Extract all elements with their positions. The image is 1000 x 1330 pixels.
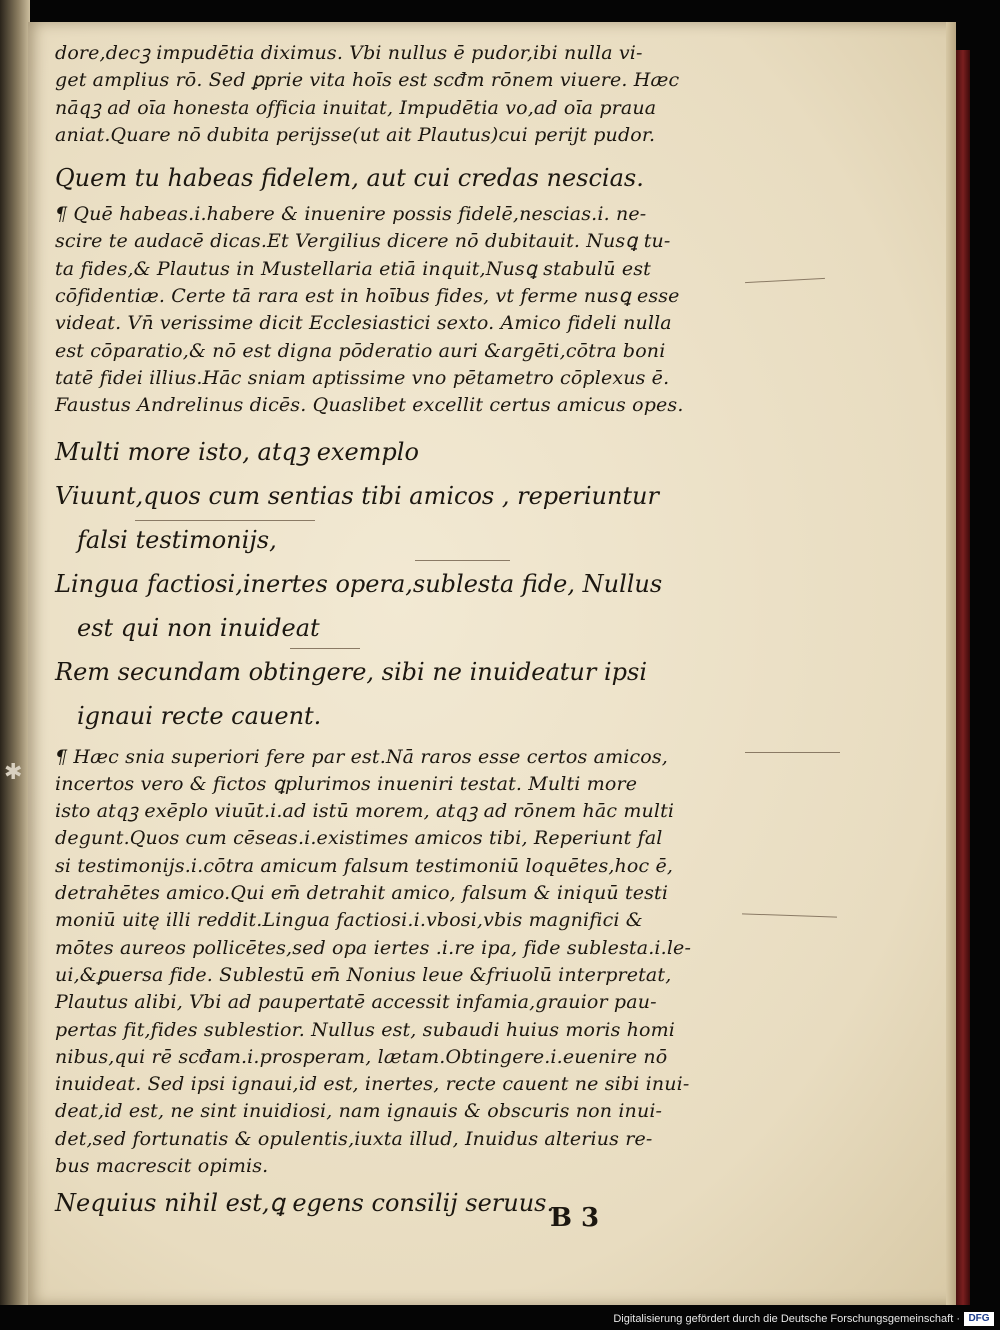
verse-1 [55, 163, 745, 193]
text-line: inuideat. Sed ipsi ignaui,id est, inertes, recte cauent ne sibi inui- [55, 1073, 690, 1096]
text-line: degunt.Quos cum cēseas.i.existimes amicos tibi, Reperiunt fal [55, 827, 663, 850]
text-line: si testimonijs.i.cōtra amicum falsum testimoniū loquētes,hoc ē, [55, 854, 674, 877]
verse-3 [55, 1188, 745, 1218]
text-line: tatē fidei illius.Hāc sniam aptissime vno pētametro cōplexus ē. [55, 366, 670, 389]
text-line: ¶ Hæc snia superiori fere par est.Nā raros esse certos amicos, [55, 745, 668, 768]
text-line: incertos vero & fictos ꝗplurimos inueniri testat. Multi more [55, 772, 638, 795]
text-line: deat,id est, ne sint inuidiosi, nam ignauis & obscuris non inui- [55, 1100, 663, 1123]
verse-line: Viuunt,quos cum sentias tibi amicos , reperiuntur [55, 481, 659, 510]
verse-line: Lingua factiosi,inertes opera,sublesta fide, Nullus [55, 569, 663, 598]
text-line: nibus,qui rē scđam.i.prosperam, lætam.Obtingere.i.euenire nō [55, 1045, 668, 1068]
text-line: bus macrescit opimis. [55, 1155, 269, 1178]
verse-2 [55, 430, 745, 738]
page-edge [946, 22, 956, 1305]
text-line: est cōparatio,& nō est digna pōderatio auri &argēti,cōtra boni [55, 339, 666, 362]
text-line: ¶ Quē habeas.i.habere & inuenire possis fidelē,nescias.i. ne- [55, 203, 647, 226]
text-line: videat. Vn̄ verissime dicit Ecclesiastici sexto. Amico fideli nulla [55, 312, 672, 335]
handwritten-annotation [415, 560, 510, 561]
printed-text [55, 40, 745, 1218]
text-line: moniū uitę illi reddit.Lingua factiosi.i.vbosi,vbis magnifici & [55, 909, 643, 932]
verse-line: falsi testimonijs, [77, 525, 277, 554]
text-line: cōfidentiæ. Certe tā rara est in hoībus fides, vt ferme nusꝗ esse [55, 285, 680, 308]
text-line: dore,decꝫ impudētia diximus. Vbi nullus ē pudor,ibi nulla vi- [55, 42, 643, 64]
verse-line: Rem secundam obtingere, sibi ne inuideatur ipsi [55, 657, 648, 686]
text-line: Plautus alibi, Vbi ad paupertatē accessit infamia,grauior pau- [55, 991, 657, 1014]
text-line: aniat.Quare nō dubita perijsse(ut ait Plautus)cui perijt pudor. [55, 123, 656, 146]
text-line: ta fides,& Plautus in Mustellaria etiā inquit,Nusꝗ stabulū est [55, 257, 651, 280]
verse-line: Nequius nihil est,ꝗ egens consilij seruus. [55, 1189, 555, 1218]
commentary-paragraph-1 [55, 40, 745, 149]
margin-asterisk: ✱ [4, 760, 23, 785]
commentary-paragraph-3 [55, 744, 745, 1181]
text-line: Faustus Andrelinus dicēs. Quaslibet excellit certus amicus opes. [55, 394, 684, 417]
text-line: isto atqꝫ exēplo viuūt.i.ad istū morem, atqꝫ ad rōnem hāc multi [55, 800, 675, 823]
text-line: ui,&ꝑuersa fide. Sublestū em̄ Nonius leue &friuolū interpretat, [55, 963, 672, 986]
signature-mark: B 3 [550, 1203, 600, 1233]
verse-line: ignaui recte cauent. [77, 701, 322, 730]
handwritten-annotation [290, 648, 360, 649]
verse-line: est qui non inuideat [77, 613, 320, 642]
verse-line: Quem tu habeas fidelem, aut cui credas nescias. [55, 164, 644, 193]
dfg-logo: DFG [964, 1312, 994, 1326]
book-spine [0, 0, 30, 1305]
text-line: scire te audacē dicas.Et Vergilius dicere nō dubitauit. Nusꝗ tu- [55, 230, 671, 253]
text-line: det,sed fortunatis & opulentis,iuxta illud, Inuidus alterius re- [55, 1127, 653, 1150]
text-line: mōtes aureos pollicētes,sed opa iertes .i.re ipa, fide sublesta.i.le- [55, 936, 692, 959]
verse-line: Multi more isto, atqꝫ exemplo [55, 437, 419, 466]
text-line: detrahētes amico.Qui em̄ detrahit amico, falsum & iniquū testi [55, 882, 669, 905]
text-line: nāqꝫ ad oīa honesta officia inuitat, Impudētia vo,ad oīa praua [55, 96, 657, 119]
text-line: pertas fit,fides sublestior. Nullus est, subaudi huius moris homi [55, 1018, 676, 1041]
footer-credit: Digitalisierung gefördert durch die Deutsche Forschungsgemeinschaft · [613, 1313, 960, 1325]
handwritten-annotation [745, 752, 840, 753]
handwritten-annotation [135, 520, 315, 521]
cover-edge [956, 50, 970, 1305]
text-line: get amplius rō. Sed ꝑprie vita hoīs est scđm rōnem viuere. Hæc [55, 69, 680, 92]
commentary-paragraph-2 [55, 201, 745, 419]
